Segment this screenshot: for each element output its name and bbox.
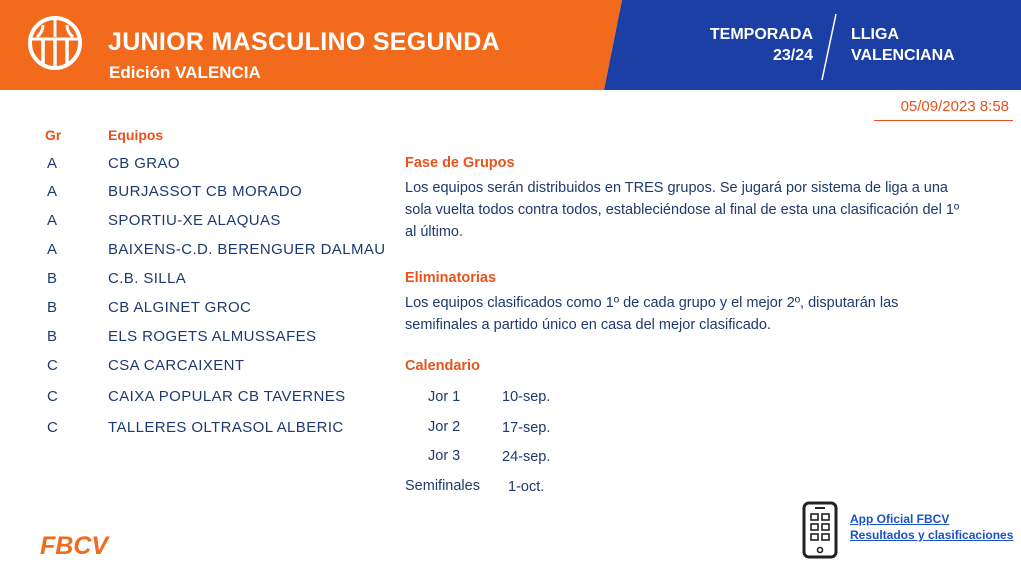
smartphone-icon[interactable] <box>802 501 838 559</box>
league-line-1: LLIGA <box>851 26 899 43</box>
fbcv-logo <box>40 532 140 558</box>
column-header-group: Gr <box>45 127 62 143</box>
team-cell: CB ALGINET GROC <box>108 299 252 316</box>
table-row <box>0 388 390 410</box>
section-text-fase <box>405 177 1010 243</box>
calendar-round: Semifinales <box>405 478 480 494</box>
table-row <box>0 212 390 234</box>
text-line: sola vuelta todos contra todos, estableciéndose al final de esta una clasificación del 1º <box>405 202 960 218</box>
table-row <box>0 357 390 379</box>
divider <box>874 120 1013 121</box>
section-title-calendario: Calendario <box>405 358 480 374</box>
calendar-date: 1-oct. <box>508 479 545 495</box>
text-line: Los equipos serán distribuidos en TRES grupos. Se jugará por sistema de liga a una <box>405 180 948 196</box>
table-row <box>0 299 390 321</box>
table-row <box>0 328 390 350</box>
group-cell: C <box>47 419 58 436</box>
group-cell: A <box>47 212 58 229</box>
league-line-2: VALENCIANA <box>851 47 955 64</box>
table-row <box>0 270 390 292</box>
page-subtitle: Edición VALENCIA <box>109 63 261 82</box>
section-title-fase: Fase de Grupos <box>405 155 515 171</box>
team-cell: BURJASSOT CB MORADO <box>108 183 303 200</box>
calendar-round: Jor 3 <box>428 448 461 464</box>
group-cell: C <box>47 357 58 374</box>
season-value: 23/24 <box>772 47 813 64</box>
team-cell: CAIXA POPULAR CB TAVERNES <box>108 388 346 405</box>
table-row <box>0 183 390 205</box>
table-row <box>0 155 390 177</box>
group-cell: C <box>47 388 58 405</box>
fbcv-brand-text: FBCV <box>40 532 109 558</box>
basketball-logo-icon <box>27 15 83 71</box>
page-title: JUNIOR MASCULINO SEGUNDA <box>108 28 500 56</box>
team-cell: CB GRAO <box>108 155 180 172</box>
group-cell: B <box>47 299 58 316</box>
group-cell: A <box>47 241 58 258</box>
calendar-date: 24-sep. <box>502 449 551 465</box>
column-header-team: Equipos <box>108 127 164 143</box>
group-cell: B <box>47 328 58 345</box>
section-text-eliminatorias <box>405 292 1010 336</box>
text-line: al último. <box>405 224 464 240</box>
season-block <box>710 24 813 66</box>
calendar-round: Jor 1 <box>428 389 461 405</box>
section-title-eliminatorias: Eliminatorias <box>405 270 497 286</box>
team-cell: BAIXENS-C.D. BERENGUER DALMAU <box>108 241 386 258</box>
text-line: Los equipos clasificados como 1º de cada grupo y el mejor 2º, disputarán las <box>405 295 899 311</box>
team-cell: CSA CARCAIXENT <box>108 357 245 374</box>
header-banner <box>0 0 1021 90</box>
team-cell: ELS ROGETS ALMUSSAFES <box>108 328 317 345</box>
text-line: semifinales a partido único en casa del mejor clasificado. <box>405 317 771 333</box>
timestamp: 05/09/2023 8:58 <box>900 98 1009 115</box>
team-cell: TALLERES OLTRASOL ALBERIC <box>108 419 344 436</box>
team-cell: SPORTIU-XE ALAQUAS <box>108 212 281 229</box>
table-row <box>0 241 390 263</box>
results-link[interactable]: Resultados y clasificaciones <box>850 528 1014 542</box>
group-cell: A <box>47 155 58 172</box>
season-label: TEMPORADA <box>709 26 813 43</box>
league-block <box>851 24 955 66</box>
calendar-date: 17-sep. <box>502 420 551 436</box>
calendar-date: 10-sep. <box>502 389 551 405</box>
group-cell: B <box>47 270 58 287</box>
calendar-round: Jor 2 <box>428 419 461 435</box>
group-cell: A <box>47 183 58 200</box>
table-row <box>0 419 390 441</box>
app-link[interactable]: App Oficial FBCV <box>850 512 950 526</box>
team-cell: C.B. SILLA <box>108 270 187 287</box>
